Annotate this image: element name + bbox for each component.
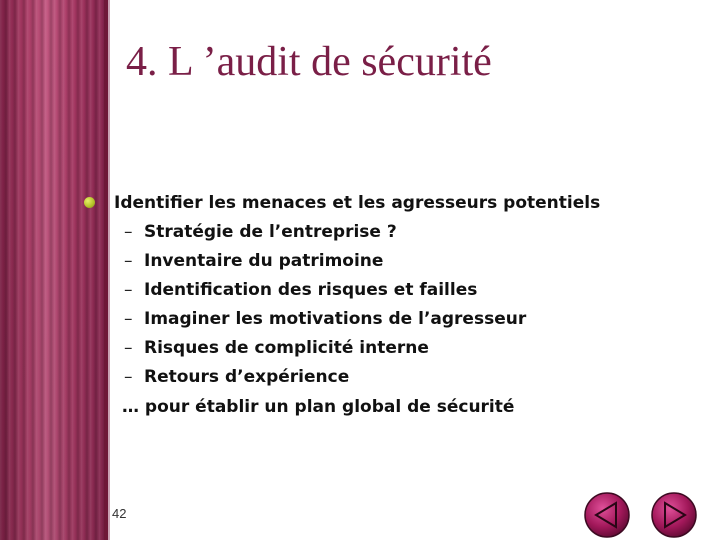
triangle-left-icon [583, 491, 631, 539]
sub-item-text: Inventaire du patrimoine [144, 251, 384, 271]
dash-icon: – [124, 251, 133, 271]
next-slide-button[interactable] [650, 491, 698, 539]
triangle-right-icon [650, 491, 698, 539]
dash-icon: – [124, 280, 133, 300]
bullet-text: Identifier les menaces et les agresseurs potentiels [114, 193, 601, 213]
sub-item-text: Risques de complicité interne [144, 338, 429, 358]
page-number: 42 [112, 506, 127, 521]
sub-item [124, 363, 704, 392]
dash-icon: – [124, 309, 133, 329]
sub-item-text: Identification des risques et failles [144, 280, 478, 300]
sub-item-text: Stratégie de l’entreprise ? [144, 222, 397, 242]
sub-item [124, 276, 704, 305]
sub-item [124, 334, 704, 363]
sub-item [124, 247, 704, 276]
dash-icon: – [124, 367, 133, 387]
sub-item-text: Imaginer les motivations de l’agresseur [144, 309, 527, 329]
slide-content [84, 188, 704, 422]
sub-item-text: Retours d’expérience [144, 367, 350, 387]
sub-item [124, 218, 704, 247]
bullet-item [84, 188, 704, 218]
conclusion-text: … pour établir un plan global de sécurité [122, 397, 515, 417]
bullet-dot-icon [84, 197, 95, 208]
sub-item [124, 305, 704, 334]
dash-icon: – [124, 338, 133, 358]
dash-icon: – [124, 222, 133, 242]
slide-title: 4. L ’audit de sécurité [126, 39, 492, 85]
previous-slide-button[interactable] [583, 491, 631, 539]
